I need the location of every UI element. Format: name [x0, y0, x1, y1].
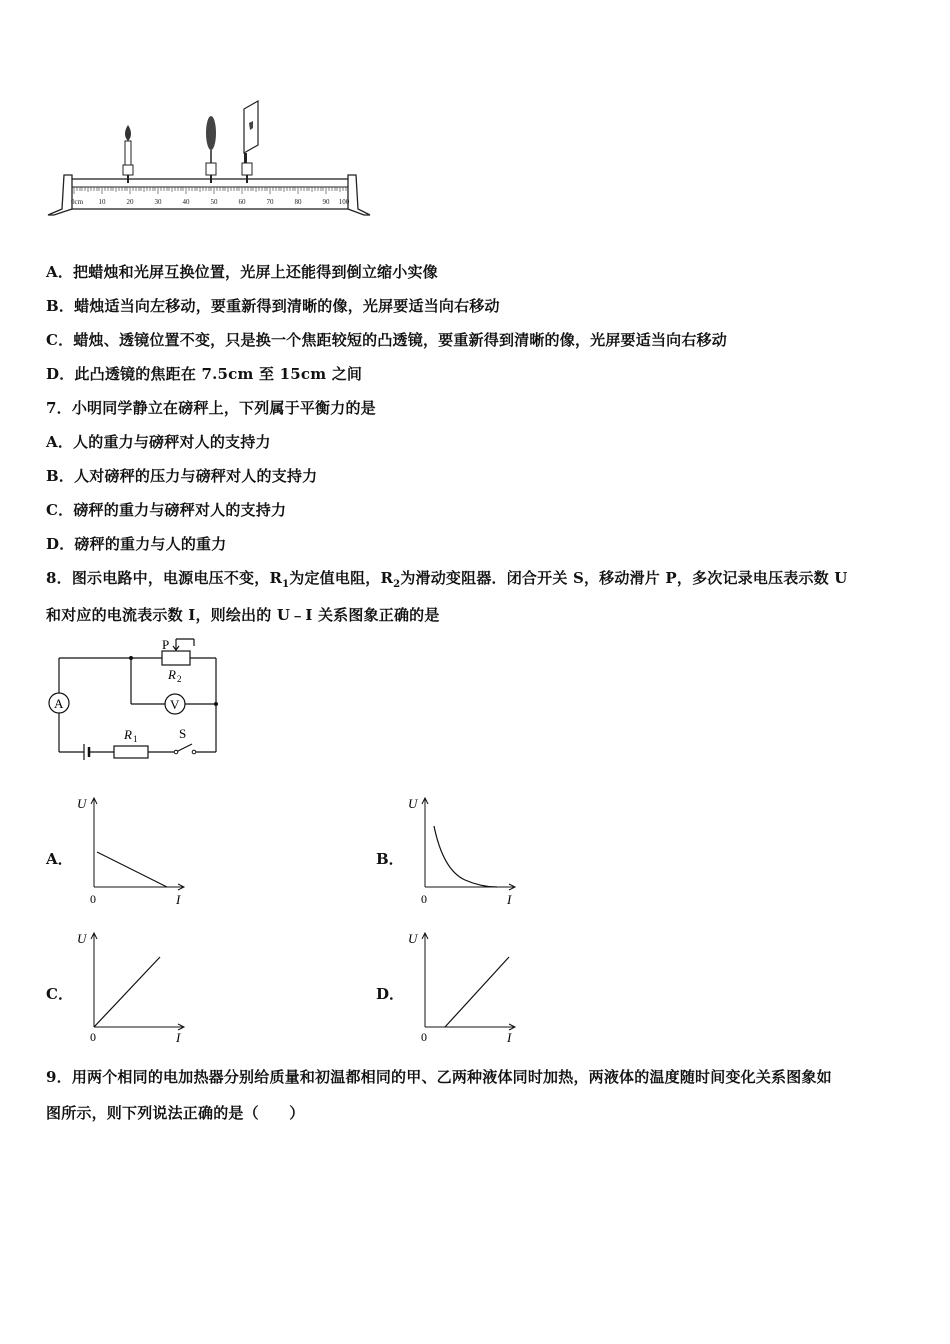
- scale-label: 50: [210, 198, 218, 206]
- ammeter-label: A: [54, 696, 64, 711]
- candle: [123, 125, 133, 183]
- light-screen: [242, 101, 258, 183]
- graph-b-x-label: I: [507, 892, 512, 907]
- convex-lens: [206, 116, 216, 183]
- r1-subscript: 1: [133, 734, 138, 744]
- q7-option-d: D．磅秤的重力与人的重力: [46, 535, 227, 553]
- scale-label: 60: [238, 198, 246, 206]
- graph-b-curve: [434, 826, 497, 887]
- graph-d: [403, 925, 523, 1045]
- q6-option-d: D．此凸透镜的焦距在 7.5cm 至 15cm 之间: [46, 365, 363, 383]
- q7-stem: 7．小明同学静立在磅秤上，下列属于平衡力的是: [46, 399, 376, 417]
- voltmeter-label: V: [170, 697, 180, 712]
- r1-label: R: [124, 727, 132, 742]
- graph-a-line: [97, 852, 167, 887]
- graph-d-line: [445, 957, 509, 1027]
- graph-d-origin: 0: [421, 1030, 427, 1044]
- scale-label-zero: 0cm: [70, 198, 84, 206]
- graph-c-letter: C．: [46, 985, 73, 1003]
- graph-d-letter: D．: [376, 985, 405, 1003]
- q8-stem: 8．图示电路中，电源电压不变，$R_1$为定值电阻，$R_2$为滑动变阻器．闭合开关 S，移动滑片 P，多次记录电压表示数 U: [46, 569, 848, 590]
- scale-label: 80: [294, 198, 302, 206]
- q6-option-b: B．蜡烛适当向左移动，要重新得到清晰的像，光屏要适当向右移动: [46, 297, 500, 315]
- graph-c: [72, 925, 192, 1045]
- graph-d-y-label: U: [408, 931, 418, 946]
- q7-option-c: C．磅秤的重力与磅秤对人的支持力: [46, 501, 287, 519]
- graph-a-x-label: I: [176, 892, 181, 907]
- graph-b-letter: B．: [376, 850, 404, 868]
- q7-option-b: B．人对磅秤的压力与磅秤对人的支持力: [46, 467, 318, 485]
- graph-a-letter: A．: [46, 850, 73, 868]
- circuit-diagram: [44, 634, 224, 764]
- graph-b: [403, 790, 523, 910]
- scale-label: 90: [322, 198, 330, 206]
- scale-label: 100: [338, 198, 350, 206]
- graph-c-x-label: I: [176, 1030, 181, 1045]
- graph-c-y-label: U: [77, 931, 87, 946]
- q9-stem-line2: 图所示，则下列说法正确的是（ ）: [46, 1104, 305, 1122]
- graph-a-y-label: U: [77, 796, 87, 811]
- scale-label: 40: [182, 198, 190, 206]
- q9-stem-line1: 9．用两个相同的电加热器分别给质量和初温都相同的甲、乙两种液体同时加热，两液体的温度随时间变化关系图象如: [46, 1068, 832, 1086]
- scale-label: 30: [154, 198, 162, 206]
- graph-a-origin: 0: [90, 892, 96, 906]
- scale-label: 20: [126, 198, 134, 206]
- graph-d-x-label: I: [507, 1030, 512, 1045]
- q8-stem-line2: 和对应的电流表示数 I，则绘出的 U﹣I 关系图象正确的是: [46, 606, 440, 624]
- r2-label: R: [168, 667, 176, 682]
- graph-c-line: [94, 957, 160, 1027]
- graph-a: [72, 790, 192, 910]
- scale-label: 10: [98, 198, 106, 206]
- scale-label: 70: [266, 198, 274, 206]
- switch-label: S: [179, 726, 187, 741]
- graph-b-origin: 0: [421, 892, 427, 906]
- graph-c-origin: 0: [90, 1030, 96, 1044]
- graph-b-y-label: U: [408, 796, 418, 811]
- optical-bench-figure: [44, 95, 374, 220]
- r2-subscript: 2: [177, 674, 182, 684]
- slider-p-label: P: [162, 637, 170, 652]
- q6-option-a: A．把蜡烛和光屏互换位置，光屏上还能得到倒立缩小实像: [46, 263, 438, 281]
- q7-option-a: A．人的重力与磅秤对人的支持力: [46, 433, 271, 451]
- q6-option-c: C．蜡烛、透镜位置不变，只是换一个焦距较短的凸透镜，要重新得到清晰的像，光屏要适当向右移动: [46, 331, 727, 349]
